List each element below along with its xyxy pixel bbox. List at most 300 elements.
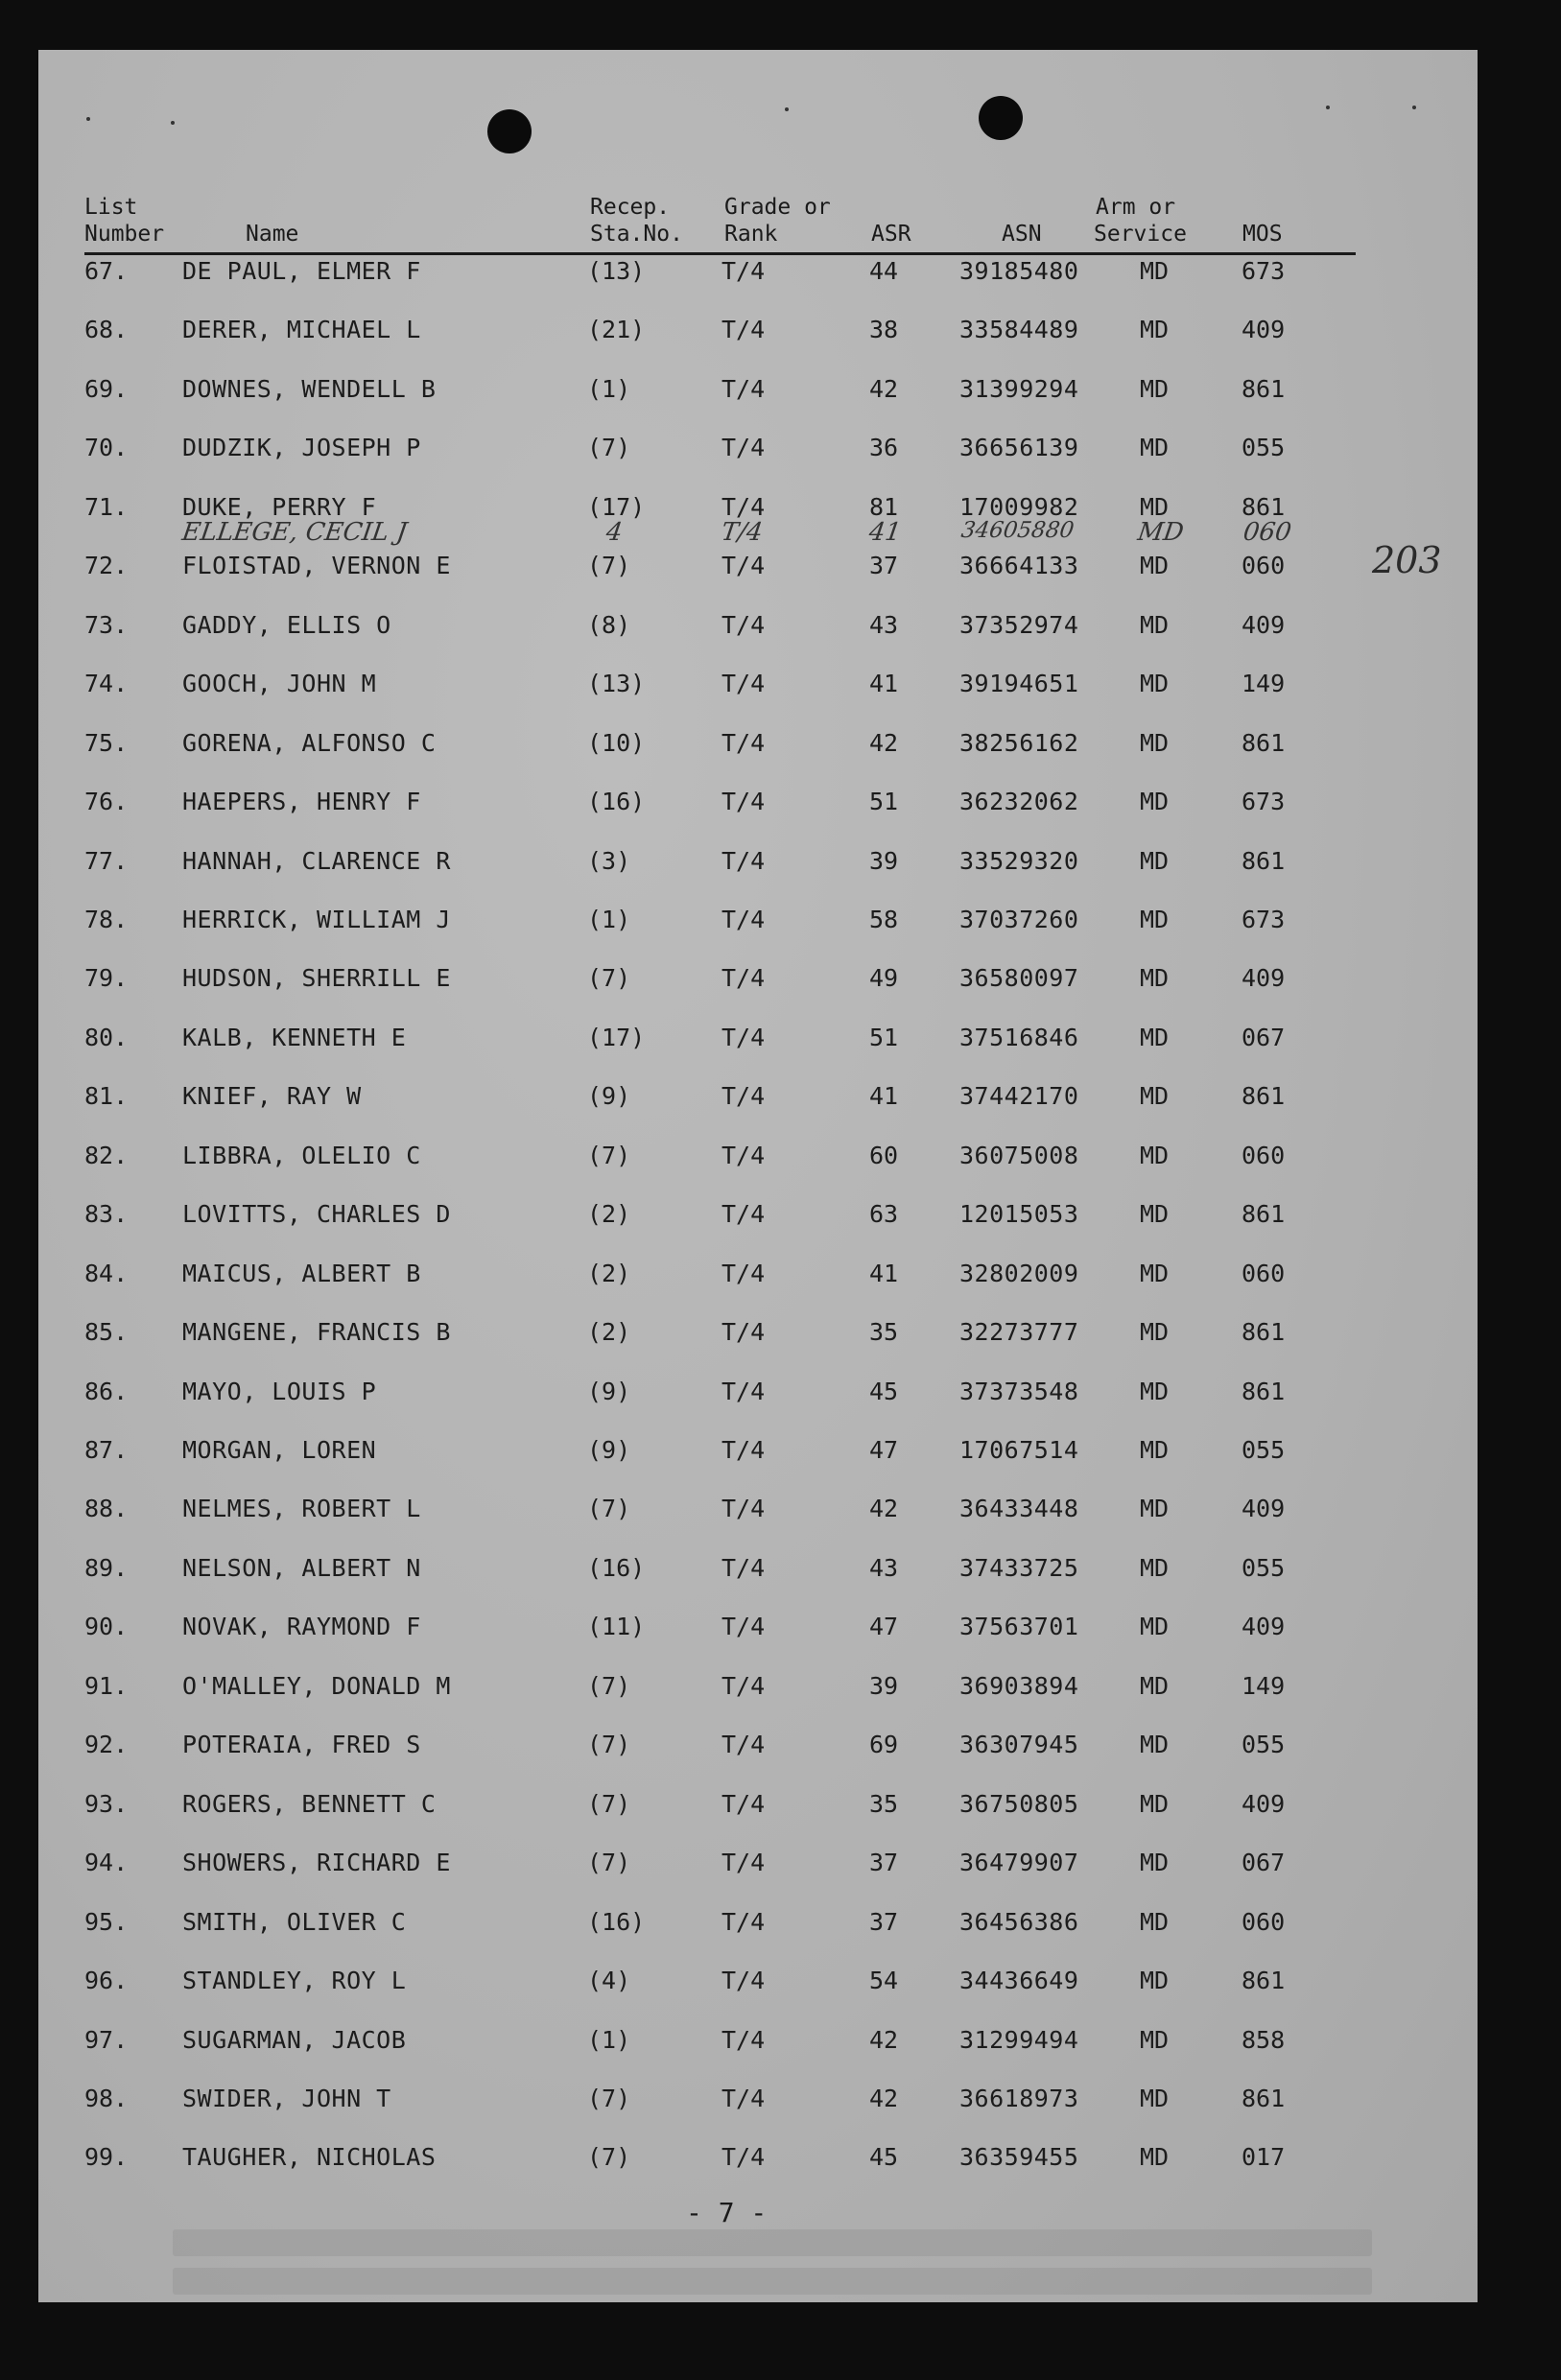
cell-list-number: 99.	[84, 2143, 129, 2172]
cell-arm-service: MD	[1140, 1436, 1170, 1464]
cell-reception-station: (7)	[587, 1141, 631, 1169]
speck	[1412, 106, 1416, 109]
cell-arm-service: MD	[1140, 492, 1170, 521]
cell-asn: 36359455	[959, 2143, 1079, 2172]
cell-list-number: 89.	[84, 1553, 129, 1582]
table-row	[38, 433, 1478, 471]
cell-asn: 31299494	[959, 2025, 1079, 2054]
cell-arm-service: MD	[1140, 1849, 1170, 1877]
cell-list-number: 81.	[84, 1082, 129, 1111]
cell-asr: 42	[869, 374, 899, 403]
cell-grade: T/4	[721, 2084, 766, 2112]
cell-name: NELSON, ALBERT N	[182, 1553, 421, 1582]
cell-mos: 861	[1242, 1200, 1286, 1229]
cell-mos: 149	[1242, 1671, 1286, 1700]
cell-mos: 055	[1242, 434, 1286, 462]
cell-asr: 54	[869, 1967, 899, 1995]
cell-name: SMITH, OLIVER C	[182, 1907, 407, 1936]
cell-grade: T/4	[721, 257, 766, 285]
cell-list-number: 82.	[84, 1141, 129, 1169]
cell-asn: 37037260	[959, 905, 1079, 933]
header-list-number: List Number	[84, 195, 165, 247]
cell-list-number: 85.	[84, 1318, 129, 1347]
table-row	[38, 1907, 1478, 1945]
cell-name: DOWNES, WENDELL B	[182, 374, 437, 403]
cell-mos: 409	[1242, 316, 1286, 344]
cell-asr: 43	[869, 1553, 899, 1582]
cell-mos: 861	[1242, 1377, 1286, 1405]
cell-grade: T/4	[721, 905, 766, 933]
header-name: Name	[246, 222, 299, 247]
cell-arm-service: MD	[1140, 552, 1170, 580]
cell-reception-station: (21)	[587, 316, 646, 344]
cell-asr: 39	[869, 1671, 899, 1700]
table-row	[38, 1494, 1478, 1532]
bleed-through-line	[173, 2229, 1372, 2256]
cell-asr: 37	[869, 1907, 899, 1936]
table-row	[38, 1141, 1478, 1179]
cell-mos: 673	[1242, 905, 1286, 933]
cell-list-number: 77.	[84, 846, 129, 875]
cell-asn: 17067514	[959, 1436, 1079, 1464]
cell-mos: 055	[1242, 1436, 1286, 1464]
cell-reception-station: (9)	[587, 1082, 631, 1111]
cell-asr: 49	[869, 964, 899, 993]
cell-mos: 017	[1242, 2143, 1286, 2172]
cell-list-number: 92.	[84, 1731, 129, 1759]
cell-reception-station: (7)	[587, 552, 631, 580]
cell-asn: 36903894	[959, 1671, 1079, 1700]
cell-asn: 37563701	[959, 1613, 1079, 1641]
cell-asr: 43	[869, 610, 899, 639]
page-number: - 7 -	[686, 2197, 768, 2228]
cell-reception-station: (9)	[587, 1436, 631, 1464]
header-grade-rank: Grade or Rank	[724, 195, 831, 247]
cell-grade: T/4	[721, 1082, 766, 1111]
cell-arm-service: MD	[1140, 1082, 1170, 1111]
punch-hole	[979, 96, 1023, 140]
cell-grade: T/4	[721, 964, 766, 993]
cell-arm-service: MD	[1140, 1907, 1170, 1936]
cell-asn: 36656139	[959, 434, 1079, 462]
cell-asr: 42	[869, 2084, 899, 2112]
cell-list-number: 76.	[84, 788, 129, 816]
cell-list-number: 96.	[84, 1967, 129, 1995]
cell-name: HANNAH, CLARENCE R	[182, 846, 451, 875]
cell-grade: T/4	[721, 1495, 766, 1523]
cell-grade: T/4	[721, 434, 766, 462]
cell-mos: 409	[1242, 610, 1286, 639]
cell-reception-station: (1)	[587, 905, 631, 933]
cell-arm-service: MD	[1140, 2084, 1170, 2112]
cell-arm-service: MD	[1140, 1200, 1170, 1229]
cell-grade: T/4	[721, 1553, 766, 1582]
cell-arm-service: MD	[1140, 1789, 1170, 1818]
handwritten-sta: 4	[603, 518, 625, 547]
cell-reception-station: (7)	[587, 2084, 631, 2112]
cell-grade: T/4	[721, 610, 766, 639]
cell-asn: 36232062	[959, 788, 1079, 816]
cell-list-number: 87.	[84, 1436, 129, 1464]
cell-asn: 37516846	[959, 1023, 1079, 1051]
cell-list-number: 71.	[84, 492, 129, 521]
cell-grade: T/4	[721, 1907, 766, 1936]
cell-list-number: 83.	[84, 1200, 129, 1229]
cell-mos: 060	[1242, 552, 1286, 580]
cell-arm-service: MD	[1140, 1967, 1170, 1995]
cell-name: LOVITTS, CHARLES D	[182, 1200, 451, 1229]
cell-arm-service: MD	[1140, 2025, 1170, 2054]
cell-mos: 409	[1242, 1789, 1286, 1818]
cell-list-number: 69.	[84, 374, 129, 403]
handwritten-asn: 34605880	[959, 518, 1076, 543]
cell-asr: 45	[869, 1377, 899, 1405]
cell-mos: 060	[1242, 1141, 1286, 1169]
speck	[171, 121, 175, 125]
cell-asr: 37	[869, 552, 899, 580]
table-row	[38, 1081, 1478, 1119]
cell-mos: 861	[1242, 1082, 1286, 1111]
cell-arm-service: MD	[1140, 728, 1170, 757]
cell-list-number: 67.	[84, 257, 129, 285]
cell-asn: 36664133	[959, 552, 1079, 580]
table-row	[38, 2142, 1478, 2180]
cell-arm-service: MD	[1140, 670, 1170, 698]
cell-asr: 41	[869, 1259, 899, 1287]
cell-arm-service: MD	[1140, 610, 1170, 639]
cell-mos: 861	[1242, 1318, 1286, 1347]
cell-mos: 067	[1242, 1849, 1286, 1877]
cell-name: NELMES, ROBERT L	[182, 1495, 421, 1523]
cell-name: LIBBRA, OLELIO C	[182, 1141, 421, 1169]
table-row	[38, 1848, 1478, 1886]
cell-asn: 12015053	[959, 1200, 1079, 1229]
document-sheet	[38, 50, 1478, 2302]
cell-reception-station: (13)	[587, 670, 646, 698]
table-row	[38, 669, 1478, 707]
cell-reception-station: (7)	[587, 434, 631, 462]
cell-arm-service: MD	[1140, 316, 1170, 344]
cell-reception-station: (7)	[587, 2143, 631, 2172]
cell-grade: T/4	[721, 1141, 766, 1169]
cell-reception-station: (7)	[587, 1495, 631, 1523]
cell-list-number: 97.	[84, 2025, 129, 2054]
cell-name: GADDY, ELLIS O	[182, 610, 391, 639]
cell-reception-station: (8)	[587, 610, 631, 639]
cell-arm-service: MD	[1140, 2143, 1170, 2172]
cell-mos: 409	[1242, 1613, 1286, 1641]
cell-grade: T/4	[721, 2025, 766, 2054]
cell-asr: 47	[869, 1436, 899, 1464]
table-row	[38, 551, 1478, 589]
cell-name: SHOWERS, RICHARD E	[182, 1849, 451, 1877]
handwritten-mos: 060	[1241, 518, 1293, 547]
cell-mos: 861	[1242, 2084, 1286, 2112]
cell-mos: 149	[1242, 670, 1286, 698]
cell-arm-service: MD	[1140, 1377, 1170, 1405]
cell-reception-station: (16)	[587, 1553, 646, 1582]
cell-grade: T/4	[721, 1259, 766, 1287]
cell-reception-station: (1)	[587, 2025, 631, 2054]
cell-asn: 36479907	[959, 1849, 1079, 1877]
cell-asr: 63	[869, 1200, 899, 1229]
cell-asn: 17009982	[959, 492, 1079, 521]
cell-list-number: 84.	[84, 1259, 129, 1287]
cell-list-number: 73.	[84, 610, 129, 639]
cell-reception-station: (1)	[587, 374, 631, 403]
cell-arm-service: MD	[1140, 1731, 1170, 1759]
cell-mos: 861	[1242, 1967, 1286, 1995]
cell-name: STANDLEY, ROY L	[182, 1967, 407, 1995]
cell-name: GORENA, ALFONSO C	[182, 728, 437, 757]
cell-mos: 409	[1242, 964, 1286, 993]
cell-list-number: 75.	[84, 728, 129, 757]
cell-asr: 60	[869, 1141, 899, 1169]
cell-asn: 36433448	[959, 1495, 1079, 1523]
cell-list-number: 93.	[84, 1789, 129, 1818]
handwritten-arm: MD	[1135, 518, 1186, 547]
stamp-number: 203	[1372, 539, 1442, 581]
cell-asr: 35	[869, 1318, 899, 1347]
cell-asn: 37373548	[959, 1377, 1079, 1405]
cell-mos: 673	[1242, 257, 1286, 285]
cell-mos: 055	[1242, 1731, 1286, 1759]
cell-mos: 861	[1242, 728, 1286, 757]
cell-grade: T/4	[721, 1671, 766, 1700]
cell-reception-station: (10)	[587, 728, 646, 757]
cell-arm-service: MD	[1140, 846, 1170, 875]
cell-reception-station: (2)	[587, 1318, 631, 1347]
cell-reception-station: (16)	[587, 788, 646, 816]
cell-asn: 36580097	[959, 964, 1079, 993]
cell-name: SUGARMAN, JACOB	[182, 2025, 407, 2054]
header-rule	[84, 252, 1356, 255]
cell-arm-service: MD	[1140, 1259, 1170, 1287]
cell-arm-service: MD	[1140, 1613, 1170, 1641]
cell-asr: 51	[869, 788, 899, 816]
handwritten-name: ELLEGE, CECIL J	[179, 518, 409, 547]
table-row	[38, 846, 1478, 884]
table-row	[38, 963, 1478, 1001]
cell-asr: 81	[869, 492, 899, 521]
header-asr: ASR	[871, 222, 911, 247]
cell-reception-station: (2)	[587, 1259, 631, 1287]
cell-reception-station: (3)	[587, 846, 631, 875]
cell-arm-service: MD	[1140, 1318, 1170, 1347]
cell-name: HUDSON, SHERRILL E	[182, 964, 451, 993]
cell-asr: 41	[869, 670, 899, 698]
header-arm-service: Arm or Service	[1094, 195, 1187, 247]
table-row	[38, 1317, 1478, 1355]
cell-grade: T/4	[721, 1849, 766, 1877]
cell-grade: T/4	[721, 1731, 766, 1759]
cell-arm-service: MD	[1140, 1553, 1170, 1582]
cell-list-number: 94.	[84, 1849, 129, 1877]
cell-asr: 47	[869, 1613, 899, 1641]
cell-reception-station: (7)	[587, 1731, 631, 1759]
table-row	[38, 1199, 1478, 1237]
table-row	[38, 1435, 1478, 1473]
cell-list-number: 98.	[84, 2084, 129, 2112]
cell-arm-service: MD	[1140, 434, 1170, 462]
cell-asr: 37	[869, 1849, 899, 1877]
table-row	[38, 610, 1478, 648]
cell-name: MANGENE, FRANCIS B	[182, 1318, 451, 1347]
table-row	[38, 728, 1478, 766]
table-row	[38, 374, 1478, 412]
cell-mos: 055	[1242, 1553, 1286, 1582]
cell-name: ROGERS, BENNETT C	[182, 1789, 437, 1818]
cell-arm-service: MD	[1140, 964, 1170, 993]
speck	[86, 117, 90, 121]
cell-reception-station: (7)	[587, 1849, 631, 1877]
cell-arm-service: MD	[1140, 788, 1170, 816]
cell-asn: 34436649	[959, 1967, 1079, 1995]
cell-grade: T/4	[721, 552, 766, 580]
cell-list-number: 78.	[84, 905, 129, 933]
table-row	[38, 1789, 1478, 1827]
cell-asr: 42	[869, 728, 899, 757]
table-row	[38, 1023, 1478, 1061]
cell-arm-service: MD	[1140, 1141, 1170, 1169]
cell-name: KALB, KENNETH E	[182, 1023, 407, 1051]
table-row	[38, 787, 1478, 825]
table-row	[38, 1612, 1478, 1650]
cell-name: NOVAK, RAYMOND F	[182, 1613, 421, 1641]
cell-reception-station: (7)	[587, 964, 631, 993]
cell-reception-station: (7)	[587, 1671, 631, 1700]
cell-reception-station: (4)	[587, 1967, 631, 1995]
cell-arm-service: MD	[1140, 1495, 1170, 1523]
cell-list-number: 90.	[84, 1613, 129, 1641]
cell-name: MAICUS, ALBERT B	[182, 1259, 421, 1287]
cell-grade: T/4	[721, 492, 766, 521]
cell-mos: 858	[1242, 2025, 1286, 2054]
cell-name: MAYO, LOUIS P	[182, 1377, 377, 1405]
table-row	[38, 1966, 1478, 2004]
cell-grade: T/4	[721, 316, 766, 344]
cell-asn: 37352974	[959, 610, 1079, 639]
table-row	[38, 1553, 1478, 1591]
punch-hole	[487, 109, 532, 153]
cell-asn: 36618973	[959, 2084, 1079, 2112]
cell-asr: 58	[869, 905, 899, 933]
cell-grade: T/4	[721, 1613, 766, 1641]
cell-asr: 69	[869, 1731, 899, 1759]
cell-reception-station: (7)	[587, 1789, 631, 1818]
cell-asr: 35	[869, 1789, 899, 1818]
cell-list-number: 72.	[84, 552, 129, 580]
cell-asn: 37433725	[959, 1553, 1079, 1582]
cell-grade: T/4	[721, 1436, 766, 1464]
cell-asn: 32802009	[959, 1259, 1079, 1287]
cell-arm-service: MD	[1140, 1023, 1170, 1051]
table-row	[38, 1259, 1478, 1297]
cell-grade: T/4	[721, 1967, 766, 1995]
cell-name: O'MALLEY, DONALD M	[182, 1671, 451, 1700]
cell-name: DUKE, PERRY F	[182, 492, 377, 521]
cell-grade: T/4	[721, 2143, 766, 2172]
cell-asn: 36307945	[959, 1731, 1079, 1759]
cell-mos: 673	[1242, 788, 1286, 816]
table-row	[38, 1730, 1478, 1768]
cell-list-number: 68.	[84, 316, 129, 344]
cell-asn: 39185480	[959, 257, 1079, 285]
cell-reception-station: (13)	[587, 257, 646, 285]
cell-asn: 33529320	[959, 846, 1079, 875]
cell-name: HAEPERS, HENRY F	[182, 788, 421, 816]
cell-reception-station: (17)	[587, 492, 646, 521]
cell-mos: 060	[1242, 1259, 1286, 1287]
cell-name: HERRICK, WILLIAM J	[182, 905, 451, 933]
cell-mos: 861	[1242, 374, 1286, 403]
cell-name: MORGAN, LOREN	[182, 1436, 377, 1464]
handwritten-asr: 41	[866, 518, 904, 547]
cell-name: DERER, MICHAEL L	[182, 316, 421, 344]
cell-asr: 42	[869, 2025, 899, 2054]
header-mos: MOS	[1242, 222, 1283, 247]
cell-asn: 32273777	[959, 1318, 1079, 1347]
cell-name: SWIDER, JOHN T	[182, 2084, 391, 2112]
cell-name: DE PAUL, ELMER F	[182, 257, 421, 285]
cell-name: TAUGHER, NICHOLAS	[182, 2143, 437, 2172]
cell-list-number: 74.	[84, 670, 129, 698]
cell-arm-service: MD	[1140, 905, 1170, 933]
cell-asn: 38256162	[959, 728, 1079, 757]
cell-reception-station: (9)	[587, 1377, 631, 1405]
cell-asr: 44	[869, 257, 899, 285]
cell-grade: T/4	[721, 1023, 766, 1051]
table-row	[38, 2025, 1478, 2063]
cell-reception-station: (11)	[587, 1613, 646, 1641]
header-asn: ASN	[1002, 222, 1042, 247]
cell-arm-service: MD	[1140, 1671, 1170, 1700]
cell-grade: T/4	[721, 728, 766, 757]
cell-asr: 51	[869, 1023, 899, 1051]
cell-grade: T/4	[721, 846, 766, 875]
cell-arm-service: MD	[1140, 257, 1170, 285]
handwritten-grade: T/4	[719, 518, 765, 547]
cell-list-number: 95.	[84, 1907, 129, 1936]
bleed-through-line	[173, 2268, 1372, 2295]
cell-grade: T/4	[721, 670, 766, 698]
speck	[785, 107, 789, 111]
cell-list-number: 79.	[84, 964, 129, 993]
cell-name: DUDZIK, JOSEPH P	[182, 434, 421, 462]
cell-mos: 409	[1242, 1495, 1286, 1523]
cell-reception-station: (2)	[587, 1200, 631, 1229]
cell-name: KNIEF, RAY W	[182, 1082, 362, 1111]
cell-grade: T/4	[721, 374, 766, 403]
cell-name: FLOISTAD, VERNON E	[182, 552, 451, 580]
table-row	[38, 1671, 1478, 1709]
cell-asr: 36	[869, 434, 899, 462]
cell-asr: 42	[869, 1495, 899, 1523]
cell-grade: T/4	[721, 788, 766, 816]
cell-name: GOOCH, JOHN M	[182, 670, 377, 698]
cell-asr: 38	[869, 316, 899, 344]
header-recep-station: Recep. Sta.No.	[590, 195, 683, 247]
cell-mos: 861	[1242, 846, 1286, 875]
cell-list-number: 91.	[84, 1671, 129, 1700]
cell-asn: 36750805	[959, 1789, 1079, 1818]
cell-asn: 36075008	[959, 1141, 1079, 1169]
cell-name: POTERAIA, FRED S	[182, 1731, 421, 1759]
table-row	[38, 2084, 1478, 2122]
cell-mos: 067	[1242, 1023, 1286, 1051]
cell-reception-station: (16)	[587, 1907, 646, 1936]
cell-list-number: 86.	[84, 1377, 129, 1405]
